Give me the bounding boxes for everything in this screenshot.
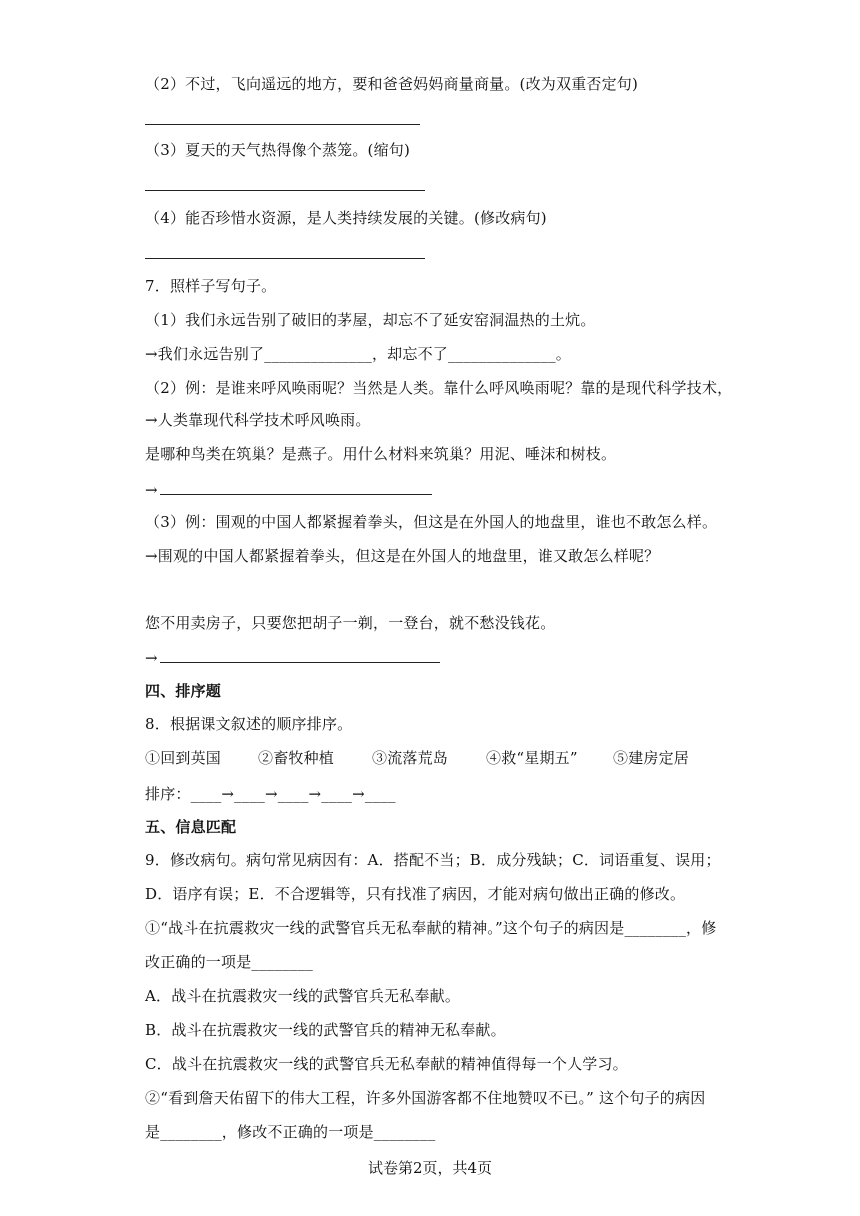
prompt-7-3: 您不用卖房子，只要您把胡子一剃，一登台，就不愁没钱花。 — [145, 614, 556, 632]
example-7-2: →人类靠现代科学技术呼风唤雨。 — [145, 411, 371, 429]
question-7: 7．照样子写句子。 — [145, 277, 277, 295]
question-9: 9．修改病句。病句常见病因有：A．搭配不当；B．成分残缺；C．词语重复、误用； — [145, 851, 721, 869]
question-9-2-cont[interactable]: 是________，修改不正确的一项是________ — [145, 1123, 436, 1141]
answer-arrow-7-3: → — [145, 649, 158, 667]
q8-option-5: ⑤建房定居 — [613, 749, 690, 767]
question-6-2: （2）不过，飞向遥远的地方，要和爸爸妈妈商量商量。(改为双重否定句) — [145, 75, 639, 93]
question-9-cont: D．语序有误；E．不合逻辑等，只有找准了病因，才能对病句做出正确的修改。 — [145, 885, 686, 903]
question-9-1: ①“战斗在抗震救灾一线的武警官兵无私奉献的精神。”这个句子的病因是________，修 — [145, 919, 717, 937]
example-7-3: →围观的中国人都紧握着拳头，但这是在外国人的地盘里，谁又敢怎么样呢？ — [145, 547, 660, 565]
question-6-4: （4）能否珍惜水资源，是人类持续发展的关键。(修改病句) — [145, 209, 547, 227]
answer-line-6-4[interactable] — [145, 258, 425, 259]
q8-option-4: ④救“星期五” — [486, 749, 578, 767]
answer-line-7-2[interactable] — [160, 494, 432, 495]
q9-1-option-a: A．战斗在抗震救灾一线的武警官兵无私奉献。 — [145, 987, 461, 1005]
answer-8[interactable]: 排序：____→____→____→____→____ — [145, 785, 396, 803]
section-5-heading: 五、信息匹配 — [145, 818, 237, 836]
answer-line-6-2[interactable] — [145, 124, 420, 125]
q8-option-1: ①回到英国 — [145, 749, 222, 767]
answer-arrow-7-2: → — [145, 481, 158, 499]
answer-line-7-3[interactable] — [160, 662, 440, 663]
page-footer: 试卷第2页，共4页 — [367, 1159, 493, 1177]
answer-line-6-3[interactable] — [145, 190, 425, 191]
answer-7-1[interactable]: →我们永远告别了______________，却忘不了______________。 — [145, 345, 571, 363]
section-4-heading: 四、排序题 — [145, 682, 222, 700]
q8-option-2: ②畜牧种植 — [258, 749, 335, 767]
question-7-1: （1）我们永远告别了破旧的茅屋，却忘不了延安窑洞温热的土炕。 — [145, 311, 596, 329]
question-7-2: （2）例：是谁来呼风唤雨呢？当然是人类。靠什么呼风唤雨呢？靠的是现代科学技术， — [145, 379, 733, 397]
q9-1-option-b: B．战斗在抗震救灾一线的武警官兵的精神无私奉献。 — [145, 1021, 506, 1039]
question-6-3: （3）夏天的天气热得像个蒸笼。(缩句) — [145, 141, 411, 159]
question-7-3: （3）例：围观的中国人都紧握着拳头，但这是在外国人的地盘里，谁也不敢怎么样。 — [145, 513, 718, 531]
question-9-1-cont[interactable]: 改正确的一项是________ — [145, 953, 314, 971]
q9-1-option-c: C．战斗在抗震救灾一线的武警官兵无私奉献的精神值得每一个人学习。 — [145, 1055, 628, 1073]
q8-option-3: ③流落荒岛 — [372, 749, 449, 767]
question-9-2: ②“看到詹天佑留下的伟大工程，许多外国游客都不住地赞叹不已。” 这个句子的病因 — [145, 1089, 706, 1107]
prompt-7-2: 是哪种鸟类在筑巢？是燕子。用什么材料来筑巢？用泥、唾沫和树枝。 — [145, 445, 617, 463]
question-8: 8．根据课文叙述的顺序排序。 — [145, 715, 353, 733]
